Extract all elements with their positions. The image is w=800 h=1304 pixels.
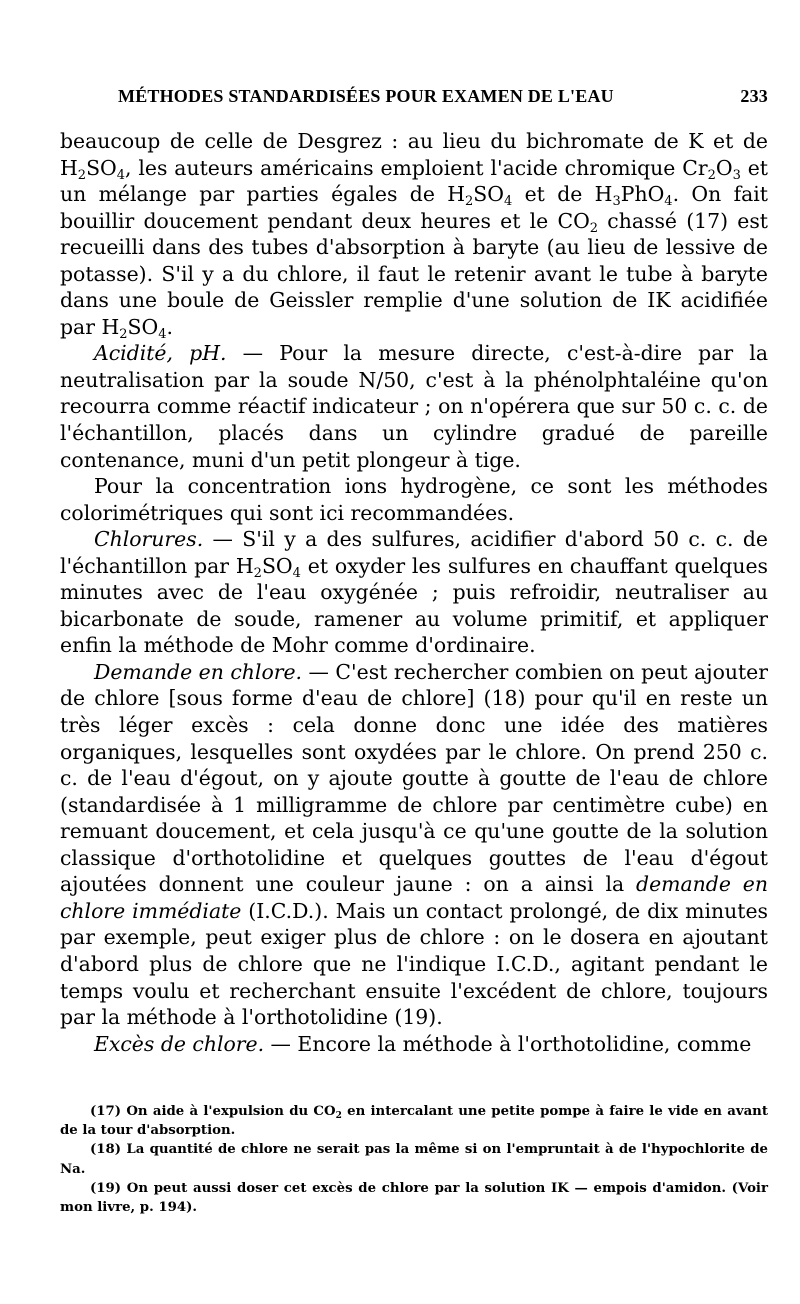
paragraph-chlorine-demand: Demande en chlore. — C'est rechercher combien on peut ajouter de chlore [sous forme d'eau de chlore] (18) pour qu'il en reste un très léger excès : cela donne donc une idée des matières organiques, lesquelles sont oxydées par le chlore. On prend 250 c. c. de l'eau d'égout, on y ajoute goutte à goutte de l'eau de chlore (standardisée à 1 milligramme de chlore par centimètre cube) en remuant doucement, et cela jusqu'à ce qu'une goutte de la solution classique d'orthotolidine et quelques gouttes de l'eau d'égout ajoutées donnent une couleur jaune : on a ainsi la demande en chlore immédiate (I.C.D.). Mais un contact prolongé, de dix minutes par exemple, peut exiger plus de chlore : on le dosera en ajoutant d'abord plus de chlore que ne l'indique I.C.D., agitant pendant le temps voulu et recherchant ensuite l'excédent de chlore, toujours par la méthode à l'orthotolidine (19). <box>60 659 768 1030</box>
section-title-acidity: Acidité, pH. <box>94 341 227 366</box>
page-number: 233 <box>740 86 768 106</box>
paragraph-hydrogen-ions: Pour la concentration ions hydrogène, ce sont les méthodes colorimétriques qui sont ici recommandées. <box>60 474 768 525</box>
section-title-chlorine-excess: Excès de chlore. <box>94 1031 265 1056</box>
footnote-18: (18) La quantité de chlore ne serait pas la même si on l'empruntait à de l'hypochlorite de Na. <box>60 1142 768 1177</box>
main-text <box>60 128 768 1057</box>
footnote-17: (17) On aide à l'expulsion du $CO_2$ en intercalant une petite pompe à faire le vide en avant de la tour d'absorption. <box>60 1104 768 1139</box>
paragraph-oxygen-demand: beaucoup de celle de Desgrez : au lieu du bichromate de K et de $H_2SO_4$, les auteurs américains emploient l'acide chromique $Cr_2O_3$ et un mélange par parties égales de $H_2SO_4$ et de $H_3PhO_4$. On fait bouillir doucement pendant deux heures et le $CO_2$ chassé (17) est recueilli dans des tubes d'absorption à baryte (au lieu de lessive de potasse). S'il y a du chlore, il faut le retenir avant le tube à baryte dans une boule de Geissler remplie d'une solution de IK acidifiée par $H_2SO_4$. <box>60 129 768 342</box>
paragraph-chlorine-excess: Excès de chlore. — Encore la méthode à l'orthotolidine, comme <box>94 1031 752 1056</box>
term-immediate-chlorine-demand: demande en chlore immédiate <box>60 872 768 923</box>
footnote-19: (19) On peut aussi doser cet excès de chlore par la solution IK — empois d'amidon. (Voir mon livre, p. 194). <box>60 1180 768 1216</box>
running-title: MÉTHODES STANDARDISÉES POUR EXAMEN DE L'EAU <box>118 86 614 106</box>
paragraph-acidity: Acidité, pH. — Pour la mesure directe, c'est-à-dire par la neutralisation par la soude N/50, c'est à la phénolphtaléine qu'on recourra comme réactif indicateur ; on n'opérera que sur 50 c. c. de l'échantillon, placés dans un cylindre gradué de pareille contenance, muni d'un petit plongeur à tige. <box>60 341 768 472</box>
footnotes <box>60 1102 768 1217</box>
section-title-chlorides: Chlorures. <box>94 527 204 552</box>
section-title-chlorine-demand: Demande en chlore. <box>94 659 303 684</box>
paragraph-chlorides: Chlorures. — S'il y a des sulfures, acidifier d'abord 50 c. c. de l'échantillon par $H_2SO_4$ et oxyder les sulfures en chauffant quelques minutes avec de l'eau oxygénée ; puis refroidir, neutraliser au bicarbonate de soude, ramener au volume primitif, et appliquer enfin la méthode de Mohr comme d'ordinaire. <box>60 527 768 658</box>
